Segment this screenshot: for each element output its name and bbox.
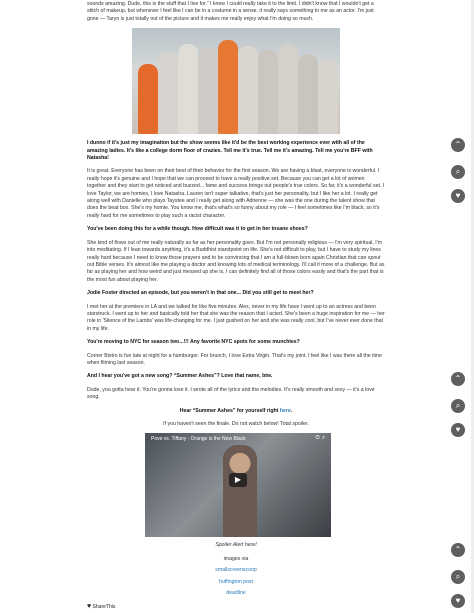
hear-song-line <box>87 408 385 415</box>
up-arrow-icon: ⌃ <box>454 374 462 383</box>
up-arrow-icon: ⌃ <box>454 140 462 149</box>
search-icon: ⌕ <box>455 572 461 581</box>
video-embed[interactable] <box>145 433 331 537</box>
search-button-3[interactable] <box>451 570 465 584</box>
question-1: I dunno if it's just my imagination but the show seems like it'd be the best working experience ever with all of the amazing ladies. It's like a college dorm floor of crazies. Tell me it's true. Tell me it's amazing. Tell me you're BFF with Natasha! <box>87 140 373 162</box>
heart-icon: ♥ <box>87 603 92 610</box>
play-button[interactable]: ▶ <box>229 473 247 487</box>
answer-2: She kind of flows out of me really naturally as far as her personality goes. But I'm not personally religious — I'm very spiritual, I'm into meditating. If I lean towards anything, it's a Buddhist standpoint on life. She's not difficult to play, but I have to study my lines really hard because I need to know those prayers and to be convincing that I am a full-blown born again Christian that can spout out Bible verses. It's almost like me playing a doctor and knowing lots of medical terminology. I'll call it more of a challenge. But as far as playing her and how weird and just messed up she is, I can definitely find all of those colors easily and that's the part that is the most fun about playing her. <box>87 239 385 283</box>
question-4: You're moving to NYC for season two...!!! Any favorite NYC spots for some munchies? <box>87 339 300 346</box>
video-title[interactable]: Pove vs. Tiffany - Orange is the New Black <box>151 436 246 443</box>
video-share-icon[interactable]: ⏲ ⤴ <box>315 435 325 442</box>
up-arrow-icon: ⌃ <box>454 545 462 554</box>
scroll-up-button[interactable] <box>451 138 465 152</box>
intro-paragraph: sounds amazing. Dude, this is the stuff that I live for.” I knew I could really take it to the limit. I didn't know that I wouldn't get a stitch of makeup, but whenever I feel like I can be in a costume in a sense, it really says something to me as an actor. I'm just gone — Taryn is just totally out of the picture and it makes me really enjoy what I'm doing so much. <box>87 1 374 22</box>
spoiler-warning: If you haven't seen the finale. Do not watch below! Total spoiler. <box>163 421 309 427</box>
scroll-up-button-2[interactable] <box>451 372 465 386</box>
answer-1: It is great. Everyone has been on their best of their behavior for the first season. We are having a blast, everyone is wonderful. I really hope it's genuine and I hope that we can proceed to have a really positive set. Because you can get a lot of women together and they start to get noticed and buzzed... fame and success brings out people's true colors. So far, it's a wonderful set. I love Taylor, we are homies, I love Natasha. Lauren isn't super talkative, that's just her personality, but I like her a lot. I really get along well with Danielle who plays Taystee and I really get along with Adrienne — she was the one during the talent show that does the beat box. She's my homie. You know me, that's what's so funny about my role — I feel sometimes like I'm black, so it's really hard for me sometimes to play such a racist character. <box>87 168 385 219</box>
source-link-smallscreenscoop[interactable]: smallscreenscoop <box>215 567 257 574</box>
video-thumbnail-person <box>223 445 257 537</box>
question-2: You've been doing this for a while though. How difficult was it to get in her insane shoes? <box>87 226 308 233</box>
scroll-up-button-3[interactable] <box>451 543 465 557</box>
heart-icon: ♥ <box>455 425 461 434</box>
share-label: ShareThis <box>92 604 116 610</box>
heart-icon: ♥ <box>455 191 461 200</box>
heart-icon: ♥ <box>455 596 461 605</box>
like-button[interactable] <box>451 189 465 203</box>
search-icon: ⌕ <box>455 167 461 176</box>
question-3: Jodie Foster directed an episode, but you weren't in that one... Did you still get to meet her? <box>87 290 314 297</box>
hear-prefix: Hear “Summer Ashes” for yourself right <box>179 407 280 414</box>
article-body <box>87 0 385 597</box>
source-link-deadline[interactable]: deadline <box>226 590 246 597</box>
song-link[interactable]: here <box>279 407 291 414</box>
like-button-3[interactable] <box>451 594 465 608</box>
search-button-2[interactable] <box>451 399 465 413</box>
answer-4: Corner Bistro is fun late at night for a hamburger. For brunch, I love Extra Virgin. That's my joint. I feel like I was there all the time when filming last season. <box>87 352 382 366</box>
search-button[interactable] <box>451 165 465 179</box>
spoiler-caption: Spoiler Alert here! <box>215 542 257 549</box>
share-this-button[interactable] <box>87 603 115 610</box>
like-button-2[interactable] <box>451 423 465 437</box>
question-5: And I hear you've got a new song? “Summer Ashes”? Love that name, btw. <box>87 373 273 380</box>
images-via-label: images via <box>223 555 249 562</box>
answer-5: Dude, you gotta hear it. You're gonna lose it. I wrote all of the lyrics and the melodies. It's really smooth and sexy — it's a love song. <box>87 386 375 401</box>
source-link-huffington-post[interactable]: huffington post <box>219 578 253 585</box>
answer-3: I met her at the premiere in LA and we talked for like five minutes. Alex, never in my life have I went up to an actress and been starstruck. I went up to her and basically told her that she was the reason that I acted. She's been a huge inspiration for me — her role in 'Silence of the Lambs' was life-changing for me. I just gushed on her and she was really cool, but I've never ever done that in my life. <box>87 303 385 332</box>
search-icon: ⌕ <box>455 401 461 410</box>
cast-photo <box>132 28 340 134</box>
hear-suffix: . <box>290 407 293 414</box>
